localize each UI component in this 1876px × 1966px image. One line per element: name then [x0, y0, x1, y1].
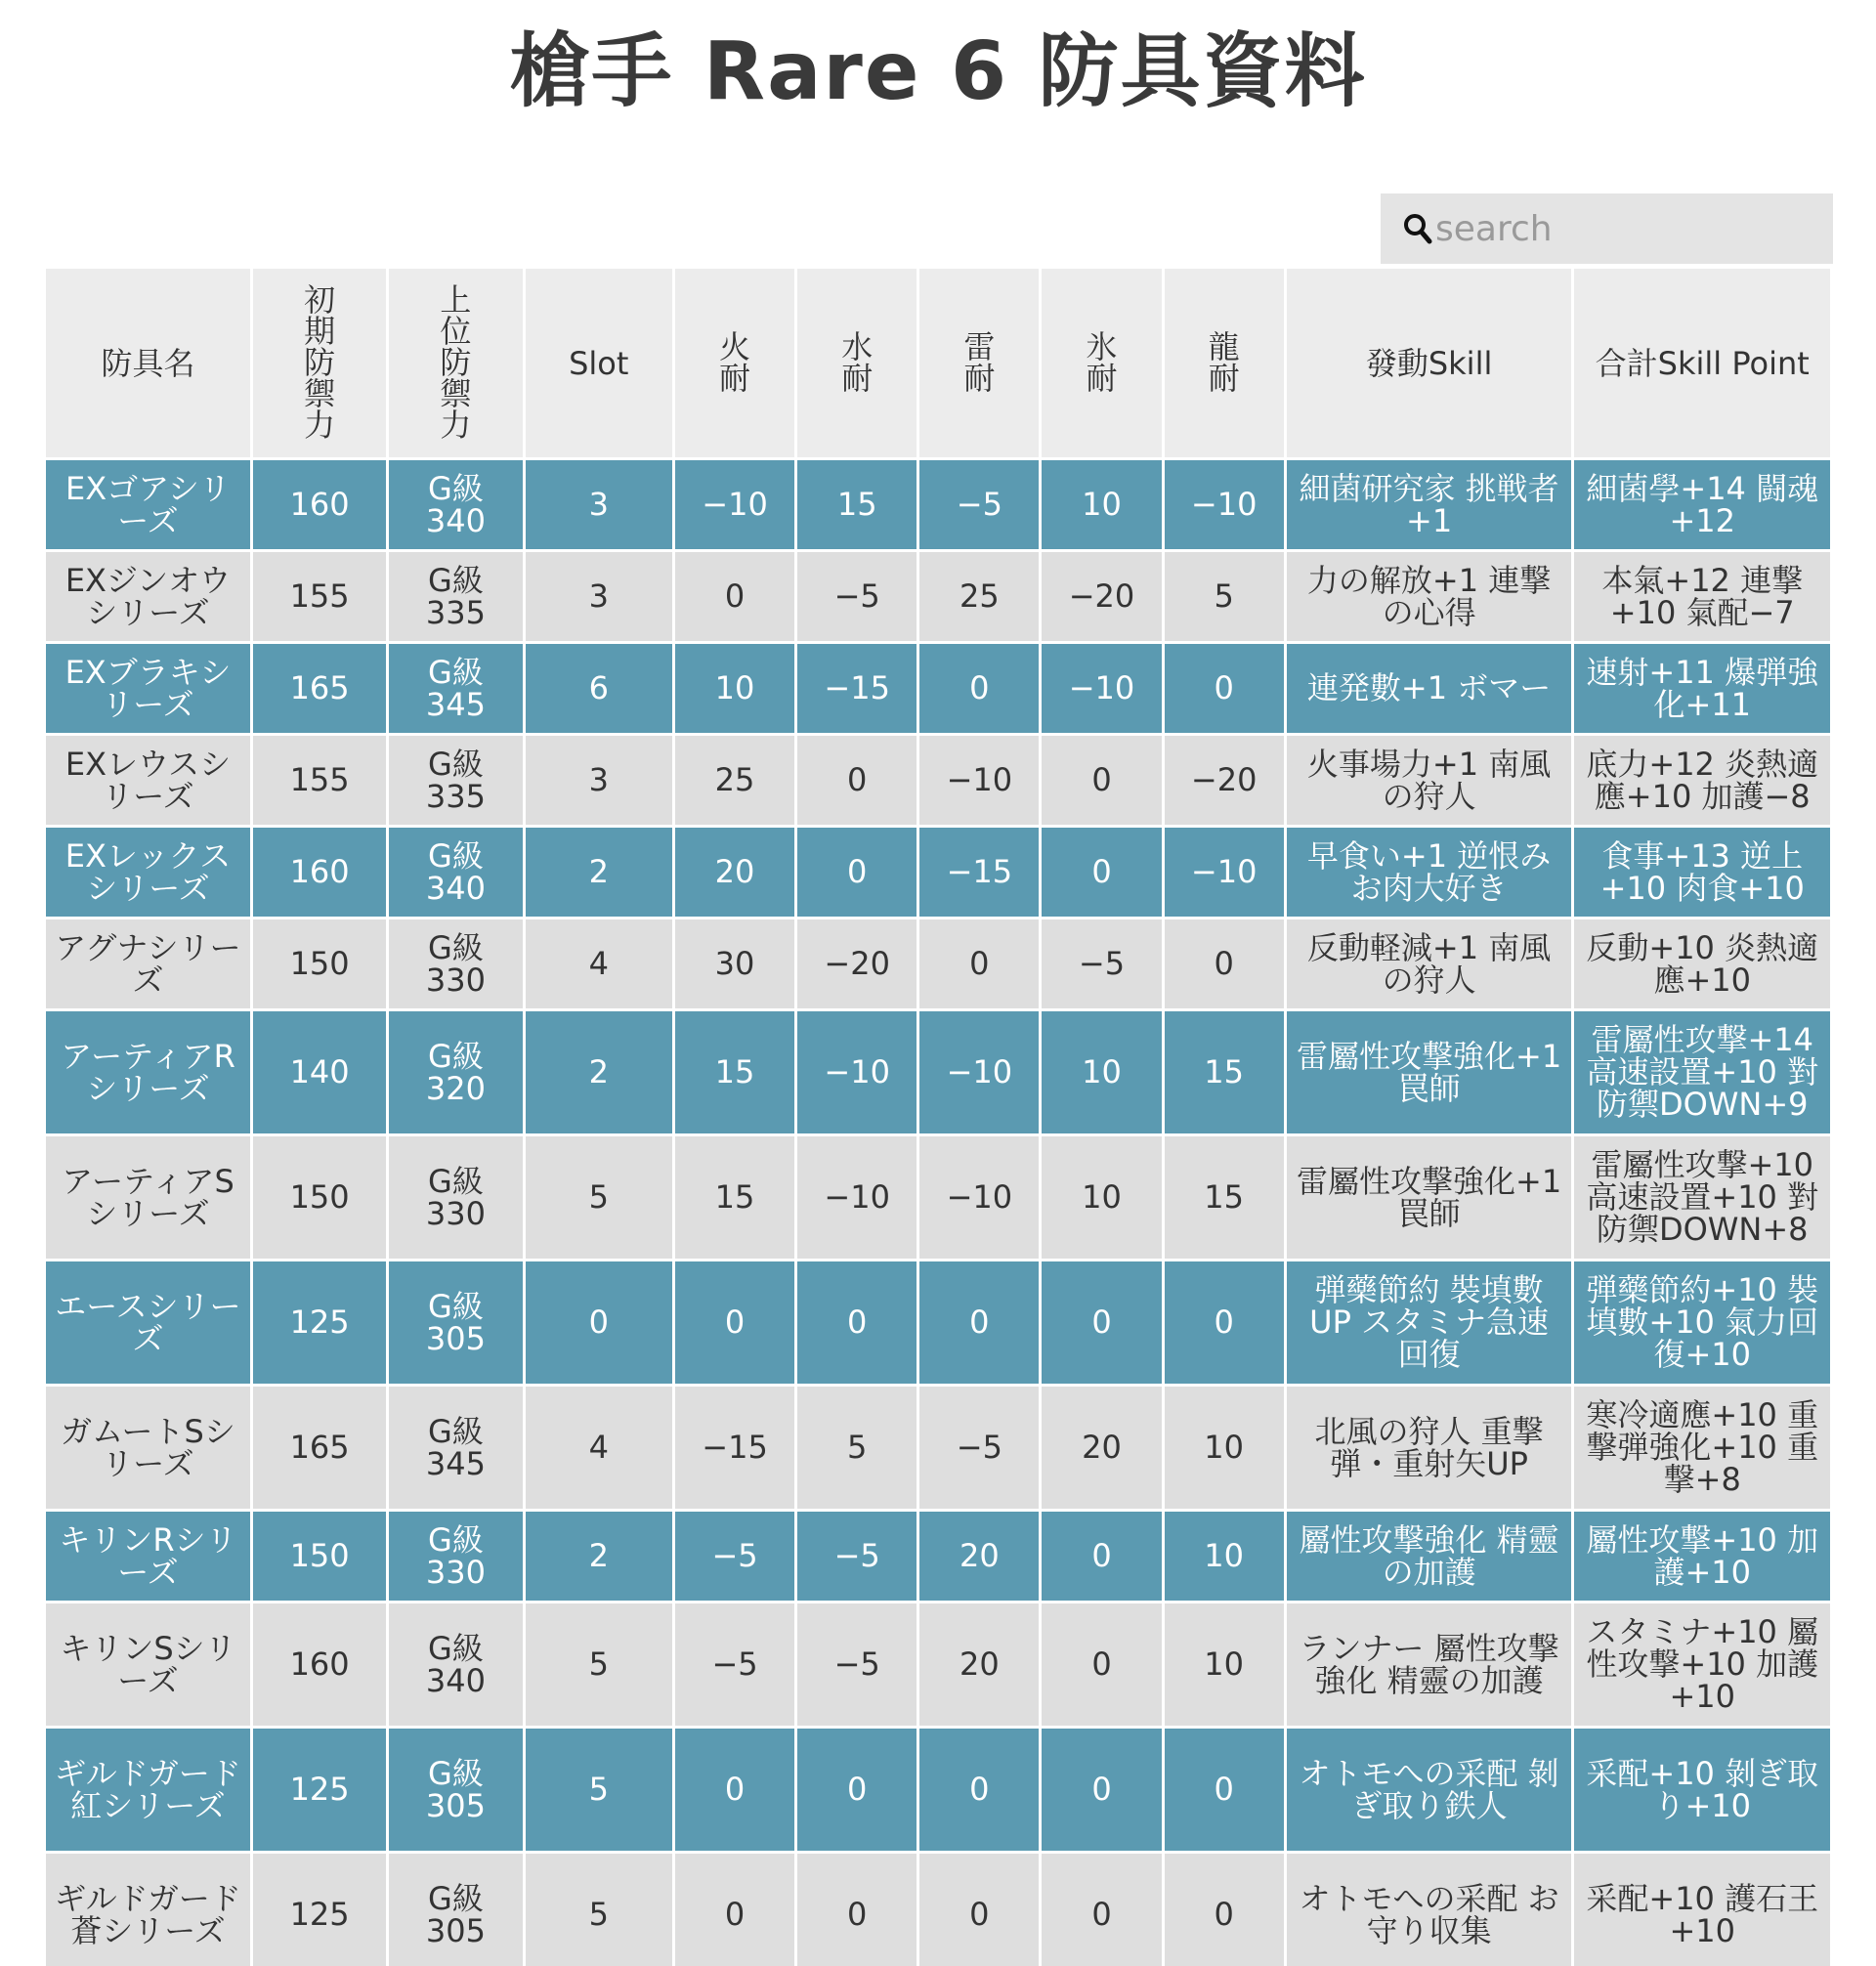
table-row[interactable]	[45, 1603, 1832, 1728]
column-header-skills[interactable]: 發動Skill	[1285, 268, 1573, 459]
armor-table	[43, 266, 1833, 1966]
skill-points-cell: 雷屬性攻撃+14 高速設置+10 對防禦DOWN+9	[1573, 1010, 1832, 1135]
ice-res-cell: 0	[1041, 1511, 1163, 1603]
column-header-upper-defense[interactable]: 上位防禦力	[388, 268, 524, 459]
dragon-res-cell: −10	[1163, 827, 1285, 919]
skills-cell: オトモへの采配 お守り収集	[1285, 1853, 1573, 1966]
base-defense-cell: 150	[251, 1511, 387, 1603]
thunder-res-cell: −10	[918, 1135, 1041, 1261]
slot-cell: 5	[524, 1603, 673, 1728]
skills-cell: 連発數+1 ボマー	[1285, 643, 1573, 735]
table-row[interactable]	[45, 827, 1832, 919]
water-res-cell: 5	[796, 1386, 918, 1511]
water-res-cell: −5	[796, 1603, 918, 1728]
table-row[interactable]	[45, 735, 1832, 827]
dragon-res-cell: 0	[1163, 1728, 1285, 1853]
fire-res-cell: 0	[673, 1261, 795, 1386]
column-header-water-res[interactable]: 水耐	[796, 268, 918, 459]
armor-name-cell: アーティアSシリーズ	[45, 1135, 252, 1261]
thunder-res-cell: 25	[918, 551, 1041, 643]
dragon-res-cell: 0	[1163, 643, 1285, 735]
water-res-cell: 0	[796, 1728, 918, 1853]
armor-name-cell: アグナシリーズ	[45, 919, 252, 1010]
slot-cell: 0	[524, 1261, 673, 1386]
dragon-res-cell: 15	[1163, 1010, 1285, 1135]
column-header-base-defense[interactable]: 初期防禦力	[251, 268, 387, 459]
fire-res-cell: −5	[673, 1511, 795, 1603]
water-res-cell: 0	[796, 735, 918, 827]
base-defense-cell: 155	[251, 735, 387, 827]
dragon-res-cell: 0	[1163, 1261, 1285, 1386]
armor-name-cell: EXレックスシリーズ	[45, 827, 252, 919]
armor-name-cell: EXゴアシリーズ	[45, 459, 252, 551]
dragon-res-cell: 10	[1163, 1386, 1285, 1511]
water-res-cell: −5	[796, 551, 918, 643]
table-body	[45, 459, 1832, 1966]
slot-cell: 4	[524, 919, 673, 1010]
skills-cell: 細菌研究家 挑戦者+1	[1285, 459, 1573, 551]
table-row[interactable]	[45, 459, 1832, 551]
dragon-res-cell: 10	[1163, 1511, 1285, 1603]
armor-name-cell: ギルドガード紅シリーズ	[45, 1728, 252, 1853]
slot-cell: 5	[524, 1853, 673, 1966]
slot-cell: 5	[524, 1728, 673, 1853]
upper-defense-cell: G級 345	[388, 1386, 524, 1511]
skills-cell: 反動軽減+1 南風の狩人	[1285, 919, 1573, 1010]
column-header-slot[interactable]: Slot	[524, 268, 673, 459]
slot-cell: 6	[524, 643, 673, 735]
water-res-cell: 0	[796, 1261, 918, 1386]
upper-defense-cell: G級 340	[388, 1603, 524, 1728]
table-row[interactable]	[45, 1010, 1832, 1135]
base-defense-cell: 160	[251, 459, 387, 551]
slot-cell: 3	[524, 551, 673, 643]
search-icon	[1402, 212, 1433, 245]
skills-cell: 雷屬性攻撃強化+1 罠師	[1285, 1135, 1573, 1261]
dragon-res-cell: 0	[1163, 1853, 1285, 1966]
fire-res-cell: 0	[673, 1853, 795, 1966]
fire-res-cell: 15	[673, 1010, 795, 1135]
table-row[interactable]	[45, 1261, 1832, 1386]
dragon-res-cell: 15	[1163, 1135, 1285, 1261]
skill-points-cell: 反動+10 炎熱適應+10	[1573, 919, 1832, 1010]
table-row[interactable]	[45, 1135, 1832, 1261]
skill-points-cell: 食事+13 逆上+10 肉食+10	[1573, 827, 1832, 919]
ice-res-cell: −5	[1041, 919, 1163, 1010]
base-defense-cell: 150	[251, 919, 387, 1010]
upper-defense-cell: G級 345	[388, 643, 524, 735]
upper-defense-cell: G級 320	[388, 1010, 524, 1135]
armor-name-cell: アーティアRシリーズ	[45, 1010, 252, 1135]
armor-name-cell: ギルドガード蒼シリーズ	[45, 1853, 252, 1966]
ice-res-cell: 0	[1041, 827, 1163, 919]
ice-res-cell: 0	[1041, 1728, 1163, 1853]
thunder-res-cell: −10	[918, 735, 1041, 827]
column-header-thunder-res[interactable]: 雷耐	[918, 268, 1041, 459]
dragon-res-cell: 5	[1163, 551, 1285, 643]
table-row[interactable]	[45, 919, 1832, 1010]
skills-cell: ランナー 屬性攻撃強化 精靈の加護	[1285, 1603, 1573, 1728]
fire-res-cell: 25	[673, 735, 795, 827]
slot-cell: 2	[524, 1010, 673, 1135]
upper-defense-cell: G級 330	[388, 1135, 524, 1261]
armor-name-cell: キリンRシリーズ	[45, 1511, 252, 1603]
search-box[interactable]	[1381, 193, 1833, 264]
water-res-cell: 0	[796, 1853, 918, 1966]
thunder-res-cell: 0	[918, 643, 1041, 735]
skills-cell: オトモへの采配 剝ぎ取り鉄人	[1285, 1728, 1573, 1853]
fire-res-cell: 20	[673, 827, 795, 919]
table-row[interactable]	[45, 551, 1832, 643]
dragon-res-cell: 0	[1163, 919, 1285, 1010]
skills-cell: 北風の狩人 重撃弾・重射矢UP	[1285, 1386, 1573, 1511]
base-defense-cell: 155	[251, 551, 387, 643]
table-header-row	[45, 268, 1832, 459]
upper-defense-cell: G級 335	[388, 735, 524, 827]
slot-cell: 2	[524, 827, 673, 919]
upper-defense-cell: G級 305	[388, 1261, 524, 1386]
skills-cell: 火事場力+1 南風の狩人	[1285, 735, 1573, 827]
thunder-res-cell: 0	[918, 1853, 1041, 1966]
upper-defense-cell: G級 335	[388, 551, 524, 643]
water-res-cell: −20	[796, 919, 918, 1010]
dragon-res-cell: −20	[1163, 735, 1285, 827]
ice-res-cell: 0	[1041, 1603, 1163, 1728]
base-defense-cell: 125	[251, 1728, 387, 1853]
fire-res-cell: 0	[673, 551, 795, 643]
water-res-cell: −10	[796, 1135, 918, 1261]
ice-res-cell: 0	[1041, 1261, 1163, 1386]
base-defense-cell: 165	[251, 643, 387, 735]
water-res-cell: −15	[796, 643, 918, 735]
skill-points-cell: 底力+12 炎熱適應+10 加護−8	[1573, 735, 1832, 827]
dragon-res-cell: 10	[1163, 1603, 1285, 1728]
fire-res-cell: −10	[673, 459, 795, 551]
upper-defense-cell: G級 340	[388, 827, 524, 919]
armor-name-cell: キリンSシリーズ	[45, 1603, 252, 1728]
table-row[interactable]	[45, 1728, 1832, 1853]
table-row[interactable]	[45, 1386, 1832, 1511]
thunder-res-cell: −5	[918, 1386, 1041, 1511]
upper-defense-cell: G級 330	[388, 1511, 524, 1603]
fire-res-cell: −15	[673, 1386, 795, 1511]
page-title: 槍手 Rare 6 防具資料	[509, 25, 1367, 118]
skill-points-cell: 采配+10 護石王+10	[1573, 1853, 1832, 1966]
skill-points-cell: 寒冷適應+10 重撃弾強化+10 重撃+8	[1573, 1386, 1832, 1511]
base-defense-cell: 160	[251, 827, 387, 919]
ice-res-cell: 20	[1041, 1386, 1163, 1511]
fire-res-cell: 30	[673, 919, 795, 1010]
thunder-res-cell: −15	[918, 827, 1041, 919]
skills-cell: 早食い+1 逆恨み お肉大好き	[1285, 827, 1573, 919]
ice-res-cell: −20	[1041, 551, 1163, 643]
dragon-res-cell: −10	[1163, 459, 1285, 551]
skill-points-cell: 雷屬性攻撃+10 高速設置+10 對防禦DOWN+8	[1573, 1135, 1832, 1261]
water-res-cell: −5	[796, 1511, 918, 1603]
fire-res-cell: 0	[673, 1728, 795, 1853]
ice-res-cell: 0	[1041, 1853, 1163, 1966]
skill-points-cell: 速射+11 爆弾強化+11	[1573, 643, 1832, 735]
search-input[interactable]	[1435, 209, 1826, 249]
skills-cell: 弾藥節約 裝填數UP スタミナ急速回復	[1285, 1261, 1573, 1386]
armor-name-cell: EXレウスシリーズ	[45, 735, 252, 827]
armor-name-cell: EXブラキシリーズ	[45, 643, 252, 735]
base-defense-cell: 150	[251, 1135, 387, 1261]
table-row[interactable]	[45, 643, 1832, 735]
slot-cell: 5	[524, 1135, 673, 1261]
column-header-fire-res[interactable]: 火耐	[673, 268, 795, 459]
ice-res-cell: 0	[1041, 735, 1163, 827]
thunder-res-cell: 20	[918, 1511, 1041, 1603]
skills-cell: 屬性攻撃強化 精靈の加護	[1285, 1511, 1573, 1603]
upper-defense-cell: G級 305	[388, 1728, 524, 1853]
thunder-res-cell: 0	[918, 1261, 1041, 1386]
skills-cell: 力の解放+1 連撃の心得	[1285, 551, 1573, 643]
fire-res-cell: −5	[673, 1603, 795, 1728]
ice-res-cell: 10	[1041, 1010, 1163, 1135]
armor-name-cell: エースシリーズ	[45, 1261, 252, 1386]
armor-name-cell: EXジンオウシリーズ	[45, 551, 252, 643]
water-res-cell: 0	[796, 827, 918, 919]
column-header-skill-points[interactable]: 合計Skill Point	[1573, 268, 1832, 459]
skill-points-cell: スタミナ+10 屬性攻撃+10 加護+10	[1573, 1603, 1832, 1728]
ice-res-cell: −10	[1041, 643, 1163, 735]
armor-name-cell: ガムートSシリーズ	[45, 1386, 252, 1511]
column-header-armor-name[interactable]: 防具名	[45, 268, 252, 459]
skill-points-cell: 弾藥節約+10 裝填數+10 氣力回復+10	[1573, 1261, 1832, 1386]
thunder-res-cell: 20	[918, 1603, 1041, 1728]
table-row[interactable]	[45, 1511, 1832, 1603]
column-header-ice-res[interactable]: 氷耐	[1041, 268, 1163, 459]
skill-points-cell: 細菌學+14 闘魂+12	[1573, 459, 1832, 551]
ice-res-cell: 10	[1041, 1135, 1163, 1261]
slot-cell: 3	[524, 459, 673, 551]
skill-points-cell: 本氣+12 連撃+10 氣配−7	[1573, 551, 1832, 643]
fire-res-cell: 15	[673, 1135, 795, 1261]
skills-cell: 雷屬性攻撃強化+1 罠師	[1285, 1010, 1573, 1135]
skill-points-cell: 采配+10 剝ぎ取り+10	[1573, 1728, 1832, 1853]
base-defense-cell: 140	[251, 1010, 387, 1135]
fire-res-cell: 10	[673, 643, 795, 735]
water-res-cell: −10	[796, 1010, 918, 1135]
upper-defense-cell: G級 340	[388, 459, 524, 551]
upper-defense-cell: G級 305	[388, 1853, 524, 1966]
ice-res-cell: 10	[1041, 459, 1163, 551]
base-defense-cell: 165	[251, 1386, 387, 1511]
slot-cell: 3	[524, 735, 673, 827]
thunder-res-cell: −5	[918, 459, 1041, 551]
skill-points-cell: 屬性攻撃+10 加護+10	[1573, 1511, 1832, 1603]
base-defense-cell: 160	[251, 1603, 387, 1728]
column-header-dragon-res[interactable]: 龍耐	[1163, 268, 1285, 459]
base-defense-cell: 125	[251, 1853, 387, 1966]
thunder-res-cell: 0	[918, 1728, 1041, 1853]
water-res-cell: 15	[796, 459, 918, 551]
slot-cell: 4	[524, 1386, 673, 1511]
table-row[interactable]	[45, 1853, 1832, 1966]
slot-cell: 2	[524, 1511, 673, 1603]
thunder-res-cell: −10	[918, 1010, 1041, 1135]
thunder-res-cell: 0	[918, 919, 1041, 1010]
upper-defense-cell: G級 330	[388, 919, 524, 1010]
base-defense-cell: 125	[251, 1261, 387, 1386]
